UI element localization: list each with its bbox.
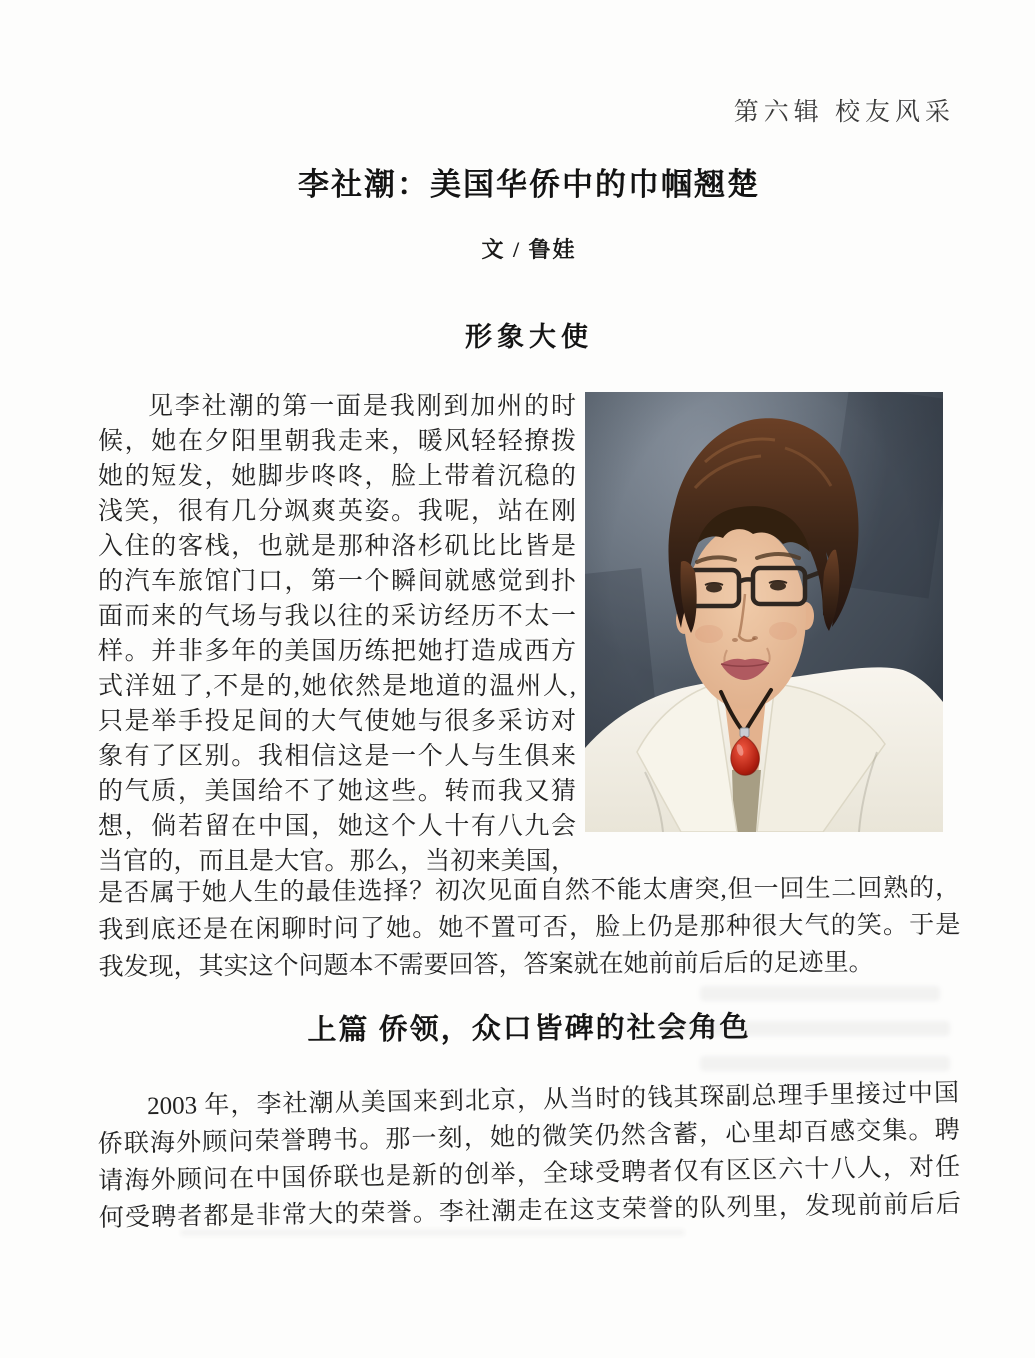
page-header: 第六辑 校友风采: [733, 99, 955, 126]
paragraph-1-continuation: [98, 870, 961, 986]
portrait-photo-svg: [585, 392, 943, 832]
paragraph-1-column: [98, 389, 576, 879]
text-line: 只是举手投足间的大气使她与很多采访对: [98, 708, 576, 735]
text-line: 浅笑，很有几分飒爽英姿。我呢，站在刚: [98, 498, 576, 525]
text-line: 2003 年，李社潮从美国来到北京，从当时的钱其琛副总理手里接过中国: [146, 1079, 960, 1121]
text-line: 样。并非多年的美国历练把她打造成西方: [98, 638, 576, 665]
article-title: 李社潮：美国华侨中的巾帼翘楚: [298, 167, 760, 202]
text-line: 我到底还是在闲聊时问了她。她不置可否，脸上仍是那种很大气的笑。于是: [98, 911, 961, 944]
text-line: 见李社潮的第一面是我刚到加州的时: [148, 393, 576, 420]
text-line: 象有了区别。我相信这是一个人与生俱来: [98, 743, 576, 770]
text-line: 的汽车旅馆门口，第一个瞬间就感觉到扑: [98, 568, 576, 595]
text-line: 我发现，其实这个问题本不需要回答，答案就在她前前后后的足迹里。: [98, 949, 874, 981]
bleed-through-artifact: [700, 1056, 950, 1071]
text-line: 候，她在夕阳里朝我走来，暖风轻轻撩拨: [98, 428, 576, 455]
section-heading-1: 形象大使: [465, 322, 593, 352]
text-line: 是否属于她人生的最佳选择？初次见面自然不能太唐突,但一回生二回熟的，: [98, 874, 961, 907]
text-line: 想，倘若留在中国，她这个人十有八九会: [98, 813, 576, 840]
bleed-through-artifact: [660, 1021, 950, 1036]
text-line: 何受聘者都是非常大的荣誉。李社潮走在这支荣誉的队列里，发现前前后后: [98, 1190, 962, 1232]
bleed-through-artifact: [700, 986, 940, 1001]
text-line: 式洋妞了,不是的,她依然是地道的温州人,: [98, 673, 576, 700]
text-line: 的气质，美国给不了她这些。转而我又猜: [98, 778, 576, 805]
text-line: 她的短发，她脚步咚咚，脸上带着沉稳的: [98, 463, 576, 490]
portrait-photo: [585, 392, 943, 832]
text-line: 当官的，而且是大官。那么，当初来美国，: [98, 848, 576, 875]
text-line: 请海外顾问在中国侨联也是新的创举，全球受聘者仅有区区六十八人，对任: [98, 1153, 961, 1195]
text-line: 面而来的气场与我以往的采访经历不太一: [98, 603, 576, 630]
text-line: 侨联海外顾问荣誉聘书。那一刻，她的微笑仍然含蓄，心里却百感交集。聘: [97, 1116, 960, 1159]
text-line: 入住的客栈，也就是那种洛杉矶比比皆是: [98, 533, 576, 560]
byline: 文 / 鲁娃: [481, 237, 577, 262]
bleed-through-artifact: [180, 1229, 685, 1236]
section-heading-2: 上篇 侨领，众口皆碑的社会角色: [307, 1011, 751, 1047]
paragraph-2: [97, 1075, 961, 1237]
